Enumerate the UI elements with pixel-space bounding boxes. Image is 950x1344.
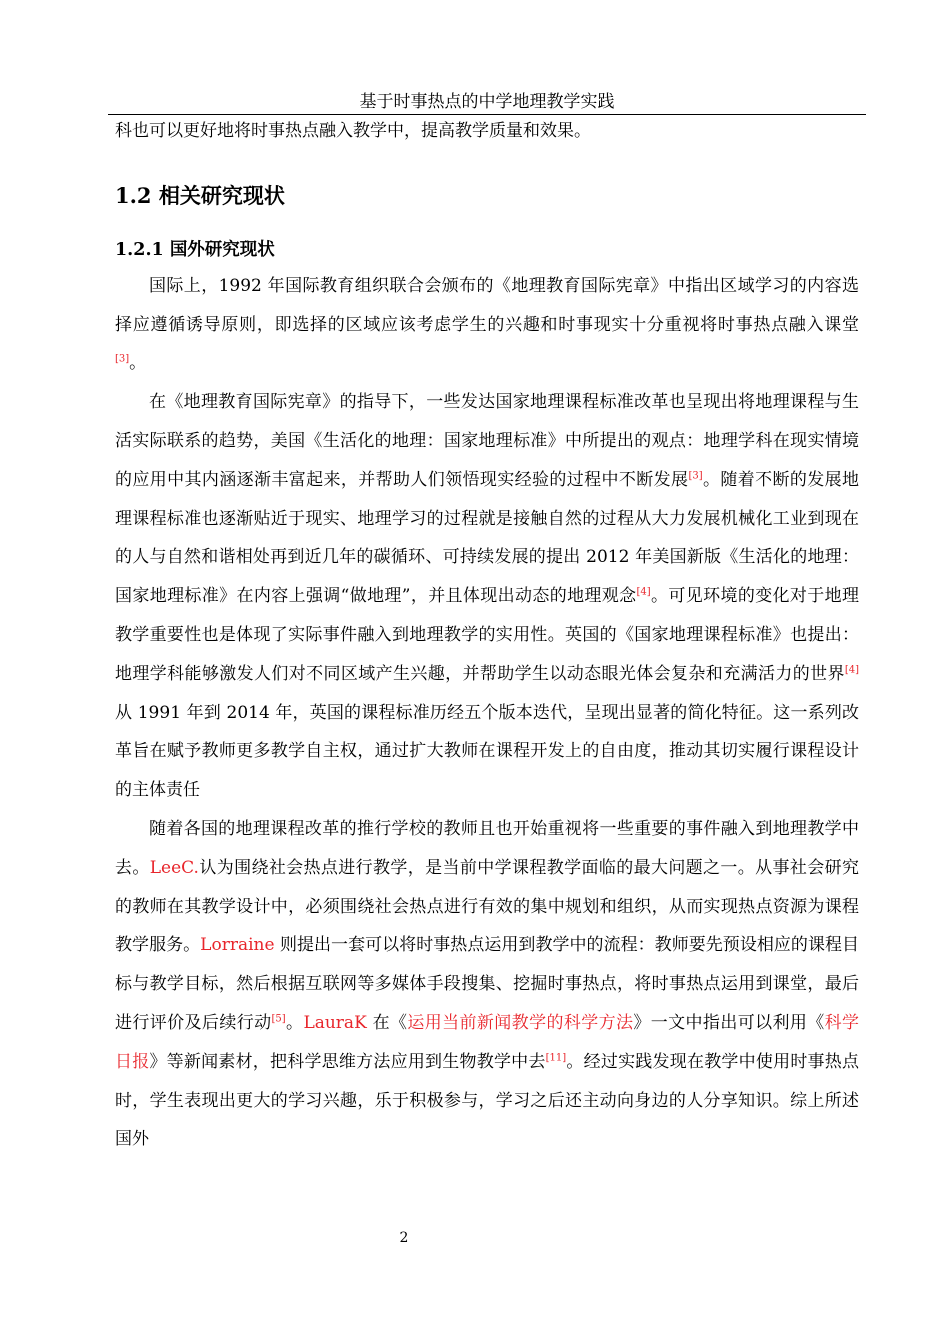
paragraph-text: 在《地理教育国际宪章》的指导下，一些发达国家地理课程标准改革也呈现出将地理课程与生活实际联系的趋势，美国《生活化的地理：国家地理标准》中所提出的观点：地理学科在现实情境的应用中其内涵逐渐丰富起来，并帮助人们领悟现实经验的过程中不断发展 — [115, 392, 859, 490]
section-number: 1.2 — [115, 182, 152, 208]
subsection-number: 1.2.1 — [115, 239, 164, 260]
author-name: LauraK — [303, 1012, 367, 1033]
section-heading — [115, 181, 859, 211]
paragraph-text: 》等新闻素材，把科学思维方法应用到生物教学中去 — [149, 1051, 546, 1072]
continued-paragraph: 科也可以更好地将时事热点融入教学中，提高教学质量和效果。 — [115, 121, 591, 141]
paragraph-text: 。经过实践发现在教学中使用时事热点时，学生表现出更大的学习兴趣，乐于积极参与，学习之后还主动向身边的人分享知识。综上所述国外 — [115, 1051, 860, 1150]
paragraph-text: 。随着不断的发展地理课程标准也逐渐贴近于现实、地理学习的过程就是接触自然的过程从大力发展机械化工业到现在的人与自然和谐相处再到近几年的碳循环、可持续发展的提出 2012 年美国新版《生活化的地理：国家地理标准》在内容上强调“做地理”，并且体现出动态的地理观念 — [115, 469, 860, 607]
paragraph-text: 。 — [285, 1012, 304, 1033]
paragraph-text: 。 — [129, 353, 147, 374]
paragraph-text: 随着各国的地理课程改革的推行学校的教师且也开始重视将一些重要的事件融入到地理教学中去。 — [115, 818, 859, 878]
section-title: 相关研究现状 — [158, 182, 285, 208]
running-header: 基于时事热点的中学地理教学实践 — [359, 92, 615, 112]
paragraph-text: 在《 — [366, 1012, 408, 1033]
paragraph-text: 则提出一套可以将时事热点运用到教学中的流程：教师要先预设相应的课程目标与教学目标，然后根据互联网等多媒体手段搜集、挖掘时事热点，将时事热点运用到课堂，最后进行评价及后续行动 — [115, 935, 860, 1033]
citation-ref[interactable]: [3] — [115, 353, 130, 365]
citation-ref[interactable]: [4] — [844, 664, 859, 676]
author-name: Lorraine — [200, 935, 275, 956]
paragraph-2 — [115, 383, 859, 810]
publication-title: 科学日报 — [115, 1012, 860, 1072]
paragraph-text: 。可见环境的变化对于地理教学重要性也是体现了实际事件融入到地理教学的实用性。英国的《国家地理课程标准》也提出：地理学科能够激发人们对不同区域产生兴趣，并帮助学生以动态眼光体会复杂和充满活力的世界 — [115, 586, 859, 684]
citation-ref[interactable]: [4] — [636, 586, 651, 598]
subsection-heading — [115, 235, 859, 265]
paragraph-3 — [115, 810, 859, 1159]
paragraph-1 — [115, 267, 859, 383]
paragraph-text: 国际上，1992 年国际教育组织联合会颁布的《地理教育国际宪章》中指出区域学习的内容选择应遵循诱导原则，即选择的区域应该考虑学生的兴趣和时事现实十分重视将时事热点融入课堂 — [115, 275, 859, 335]
page-body — [115, 112, 859, 1159]
article-title: 运用当前新闻教学的科学方法 — [407, 1012, 634, 1033]
citation-ref[interactable]: [5] — [271, 1013, 286, 1025]
citation-ref[interactable]: [11] — [545, 1052, 567, 1064]
paragraph-text: 从 1991 年到 2014 年，英国的课程标准历经五个版本迭代，呈现出显著的简化特征。这一系列改革旨在赋予教师更多教学自主权，通过扩大教师在课程开发上的自由度，推动其切实履行课程设计的主体责任 — [115, 702, 859, 801]
author-name: LeeC. — [149, 857, 199, 878]
subsection-title: 国外研究现状 — [169, 239, 275, 260]
page-number: 2 — [399, 1230, 409, 1246]
citation-ref[interactable]: [3] — [688, 470, 703, 482]
paragraph-text: 认为围绕社会热点进行教学，是当前中学课程教学面临的最大问题之一。从事社会研究的教师在其教学设计中，必须围绕社会热点进行有效的集中规划和组织，从而实现热点资源为课程教学服务。 — [115, 857, 860, 956]
paragraph-text: 》一文中指出可以利用《 — [633, 1012, 825, 1033]
